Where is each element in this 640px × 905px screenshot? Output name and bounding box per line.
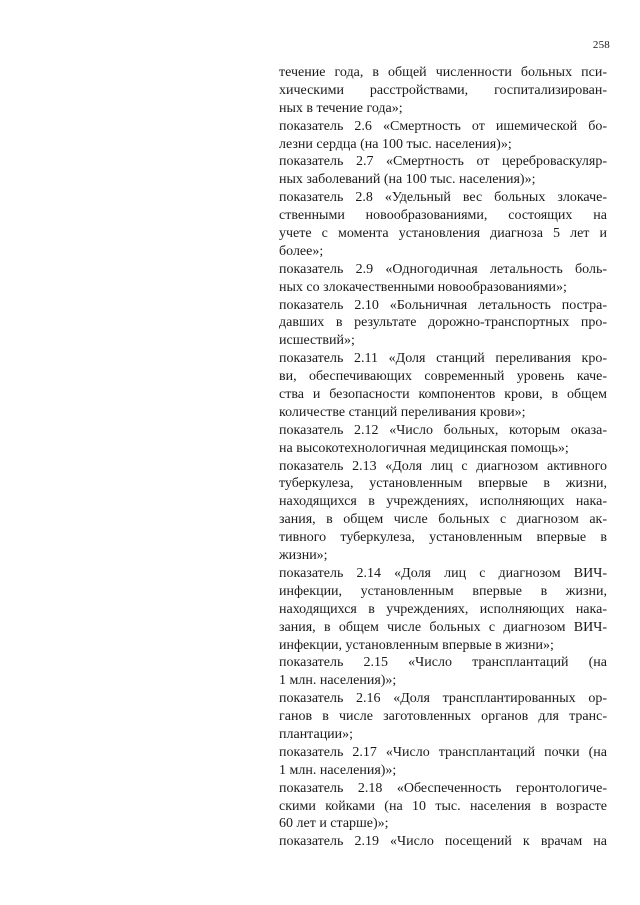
text-line: показатель 2.19 «Число посещений к врачам на — [279, 834, 607, 850]
text-line: зания, в общем числе больных с диагнозом ВИЧ- — [279, 619, 607, 635]
text-line: лезни сердца (на 100 тыс. населения)»; — [279, 136, 512, 152]
text-line: находящихся в учреждениях, исполняющих нака- — [279, 601, 607, 617]
text-line: показатель 2.9 «Одногодичная летальность боль- — [279, 261, 607, 277]
text-line: на высокотехнологичная медицинская помощь»; — [279, 440, 569, 456]
text-line: ви, обеспечивающих современный уровень каче- — [279, 369, 607, 385]
text-line: находящихся в учреждениях, исполняющих нака- — [279, 494, 607, 510]
text-line: показатель 2.14 «Доля лиц с диагнозом ВИЧ- — [279, 565, 607, 581]
text-line: ных со злокачественными новообразованиями»; — [279, 279, 567, 295]
text-line: хическими расстройствами, госпитализирован- — [279, 82, 607, 98]
text-line: ственными новообразованиями, состоящих на — [279, 208, 607, 224]
text-line: инфекции, установленным впервые в жизни, — [279, 583, 607, 599]
text-line: зания, в общем числе больных с диагнозом ак- — [279, 512, 607, 528]
text-line: показатель 2.17 «Число трансплантаций почки (на — [279, 744, 607, 760]
text-line: исшествий»; — [279, 333, 355, 349]
text-line: скими койками (на 10 тыс. населения в возрасте — [279, 798, 607, 814]
text-line: туберкулеза, установленным впервые в жизни, — [279, 476, 607, 492]
text-line: более»; — [279, 243, 324, 259]
text-line: учете с момента установления диагноза 5 лет и — [279, 226, 607, 242]
page-number: 258 — [592, 39, 610, 51]
text-line: показатель 2.11 «Доля станций переливания кро- — [279, 351, 607, 367]
text-line: тивного туберкулеза, установленным впервые в — [279, 530, 607, 546]
text-line: жизни»; — [279, 548, 328, 564]
text-line: 60 лет и старше)»; — [279, 816, 389, 832]
text-line: количестве станций переливания крови»; — [279, 404, 526, 420]
text-line: давших в результате дорожно-транспортных про- — [279, 315, 607, 331]
text-line: показатель 2.15 «Число трансплантаций (на — [279, 655, 607, 671]
text-line: плантации»; — [279, 726, 354, 742]
text-line: показатель 2.13 «Доля лиц с диагнозом активного — [279, 458, 607, 474]
text-line: показатель 2.16 «Доля трансплантированных ор- — [279, 691, 607, 707]
text-column — [279, 64, 607, 851]
text-line: 1 млн. населения)»; — [279, 762, 397, 778]
text-line: показатель 2.6 «Смертность от ишемической бо- — [279, 118, 607, 134]
text-line: ных заболеваний (на 100 тыс. населения)»; — [279, 172, 536, 188]
text-line: показатель 2.10 «Больничная летальность постра- — [279, 297, 607, 313]
text-line: показатель 2.18 «Обеспеченность геронтологиче- — [279, 780, 607, 796]
text-line: ганов в числе заготовленных органов для транс- — [279, 709, 607, 725]
text-line: ства и безопасности компонентов крови, в общем — [279, 387, 607, 403]
text-line: течение года, в общей численности больных пси- — [279, 65, 607, 80]
text-line: показатель 2.7 «Смертность от цереброваскуляр- — [279, 154, 607, 170]
text-line: показатель 2.8 «Удельный вес больных злокаче- — [279, 190, 607, 206]
text-line: 1 млн. населения)»; — [279, 673, 397, 689]
text-line: инфекции, установленным впервые в жизни»; — [279, 637, 554, 653]
text-line: ных в течение года»; — [279, 100, 403, 116]
text-line: показатель 2.12 «Число больных, которым оказа- — [279, 422, 607, 438]
